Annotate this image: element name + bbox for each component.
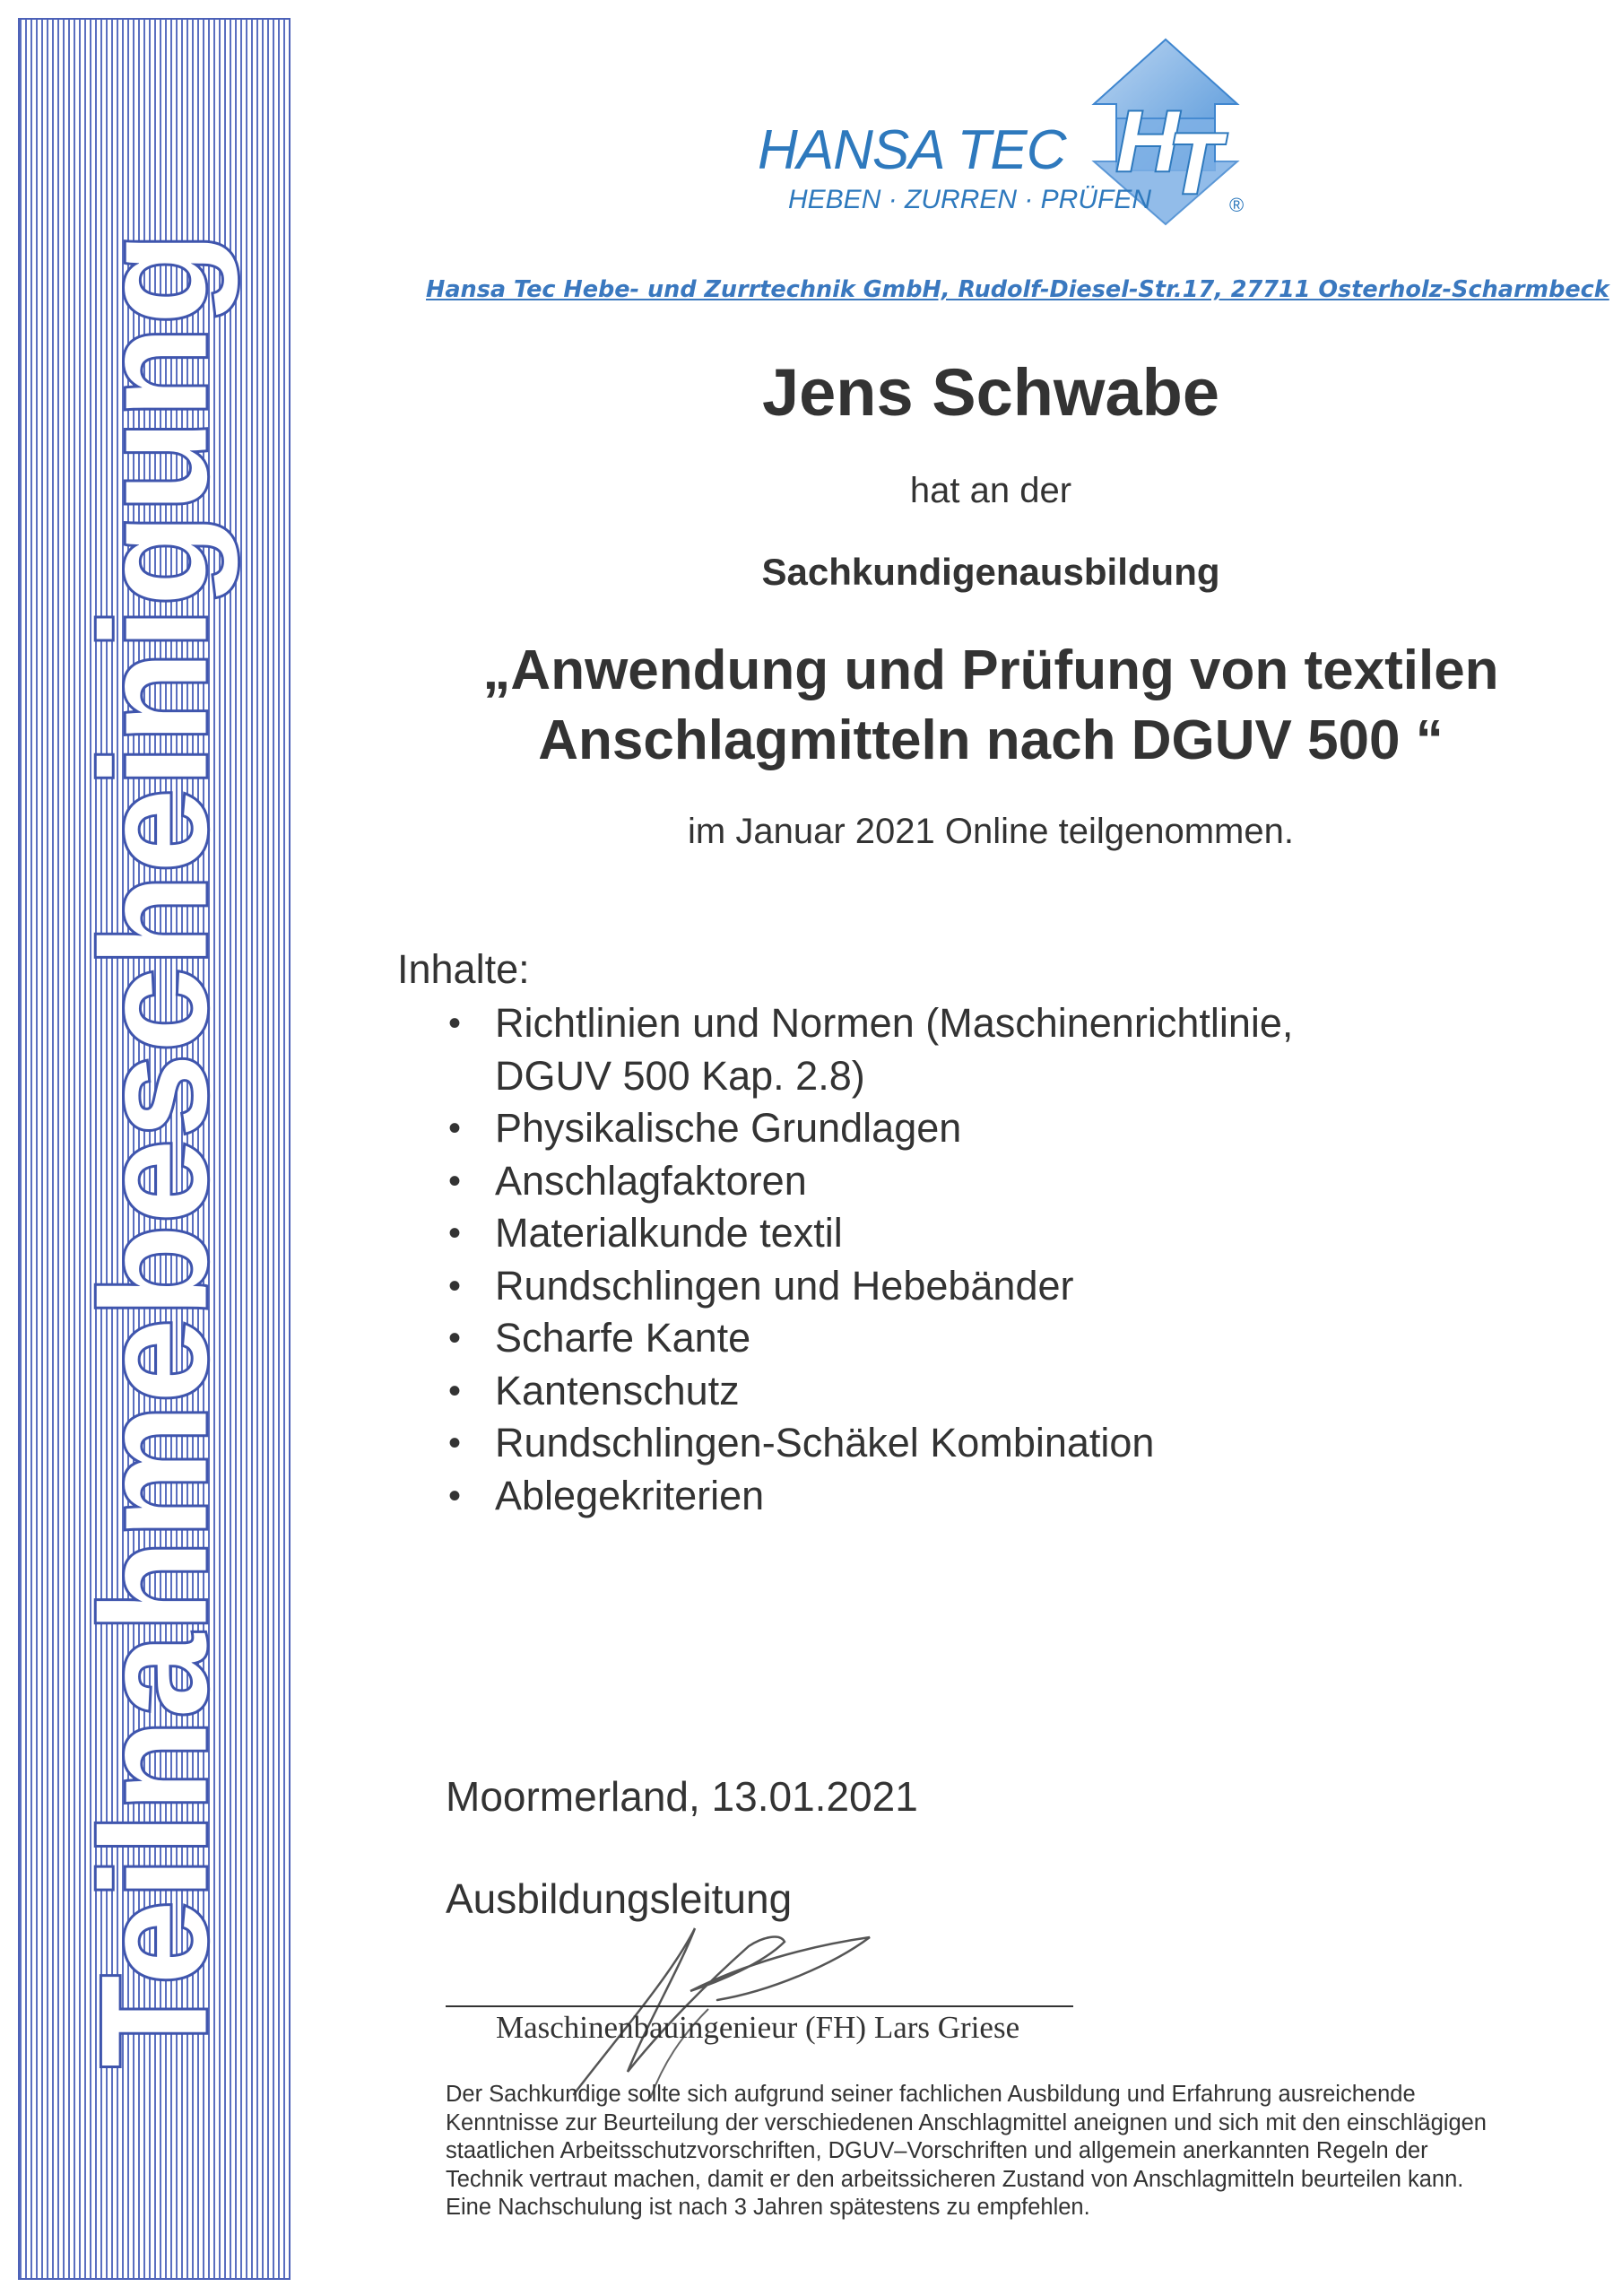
svg-text:T: T xyxy=(1168,116,1221,212)
intro-text: hat an der xyxy=(909,471,1072,510)
footnote-line: Technik vertraut machen, damit er den arbeitssicheren Zustand von Anschlagmitteln beurteilen kann. xyxy=(446,2166,1464,2192)
list-item-text: Physikalische Grundlagen xyxy=(495,1105,962,1151)
course-title-line-2: Anschlagmitteln nach DGUV 500 “ xyxy=(538,709,1444,771)
completion-text: im Januar 2021 Online teilgenommen. xyxy=(688,812,1294,851)
list-item-text: Materialkunde textil xyxy=(495,1210,843,1256)
list-item-text: Richtlinien und Normen (Maschinenrichtlinie, xyxy=(495,1000,1294,1046)
place-date: Moormerland, 13.01.2021 xyxy=(446,1773,918,1820)
signer-name: Maschinenbauingenieur (FH) Lars Griese xyxy=(496,2010,1020,2045)
company-address: Hansa Tec Hebe- und Zurrtechnik GmbH, Rudolf-Diesel-Str.17, 27711 Osterholz-Scharmbeck xyxy=(426,276,1609,303)
handwritten-signature xyxy=(538,1892,879,2099)
banner-title: Teilnahmebescheinigung xyxy=(69,230,239,2067)
list-item-text: Rundschlingen-Schäkel Kombination xyxy=(495,1420,1155,1465)
list-item-text: Rundschlingen und Hebebänder xyxy=(495,1262,1074,1309)
signature-label: Ausbildungsleitung xyxy=(446,1875,793,1922)
list-item xyxy=(448,997,1293,1102)
list-item xyxy=(448,1365,1293,1418)
contents-label: Inhalte: xyxy=(397,946,530,992)
registered-mark: ® xyxy=(1229,194,1245,216)
list-item-text: Scharfe Kante xyxy=(495,1315,751,1361)
footnote-line: Kenntnisse zur Beurteilung der verschiedenen Anschlagmittel aneignen und sich mit den einschlägigen xyxy=(446,2109,1487,2135)
company-logo xyxy=(749,36,1269,233)
list-item xyxy=(448,1417,1293,1470)
logo-name: HANSA TEC xyxy=(758,119,1066,181)
training-type: Sachkundigenausbildung xyxy=(761,551,1220,593)
course-title-line-1: „Anwendung und Prüfung von textilen xyxy=(482,639,1499,701)
footnote-line: Eine Nachschulung ist nach 3 Jahren spätestens zu empfehlen. xyxy=(446,2195,1090,2220)
footnote-line: staatlichen Arbeitsschutzvorschriften, DGUV–Vorschriften und allgemein anerkannten Regeln der xyxy=(446,2138,1428,2163)
list-item xyxy=(448,1102,1293,1155)
list-item xyxy=(448,1470,1293,1523)
list-item-text: Ablegekriterien xyxy=(495,1472,765,1518)
participant-name: Jens Schwabe xyxy=(761,355,1219,430)
contents-list xyxy=(448,997,1293,1522)
list-item-text: Anschlagfaktoren xyxy=(495,1157,807,1204)
signature-line xyxy=(446,2005,1073,2007)
svg-text:H: H xyxy=(1116,93,1179,189)
logo-tagline: HEBEN · ZURREN · PRÜFEN xyxy=(788,185,1152,214)
list-item-text-continued: DGUV 500 Kap. 2.8) xyxy=(495,1052,865,1099)
list-item xyxy=(448,1260,1293,1313)
footnote-line: Der Sachkundige sollte sich aufgrund seiner fachlichen Ausbildung und Erfahrung ausreichende xyxy=(446,2082,1416,2107)
list-item xyxy=(448,1155,1293,1208)
list-item xyxy=(448,1207,1293,1260)
side-banner xyxy=(18,18,291,2280)
footnote xyxy=(446,2081,1584,2222)
list-item xyxy=(448,1312,1293,1365)
list-item-text: Kantenschutz xyxy=(495,1367,740,1413)
